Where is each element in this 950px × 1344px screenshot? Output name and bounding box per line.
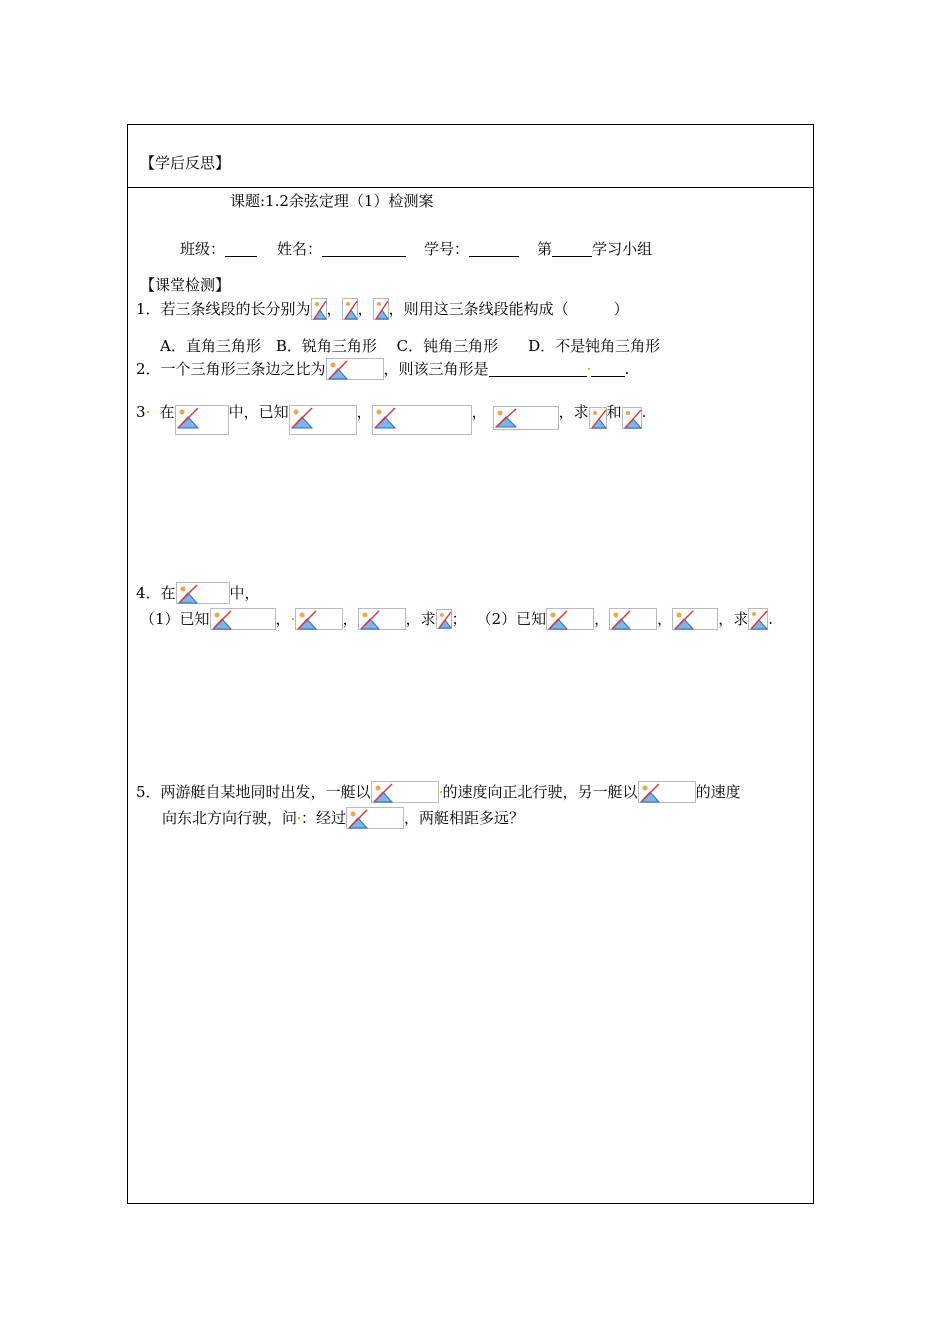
- stray-mark: [292, 618, 294, 620]
- q4-line1-b: 中，: [229, 584, 260, 602]
- broken-image-icon: [609, 608, 657, 630]
- q4-semi: ；: [451, 610, 467, 628]
- broken-image-icon: [346, 807, 404, 829]
- number-label: 学号：: [424, 240, 470, 258]
- broken-image-icon: [175, 405, 229, 435]
- q5-line2-a: 向东北方向行驶，问: [162, 809, 298, 827]
- q2-end: .: [624, 360, 630, 378]
- q1-options: A．直角三角形 B．锐角三角形 C．钝角三角形 D．不是钝角三角形: [160, 337, 661, 355]
- broken-image-icon: [176, 582, 230, 604]
- broken-image-icon: [358, 608, 406, 630]
- class-blank: [225, 242, 257, 257]
- broken-image-icon: [372, 405, 472, 435]
- q5-text-c: 的速度: [695, 783, 741, 801]
- section-header: 【课堂检测】: [140, 276, 231, 294]
- group-suffix: 学习小组: [592, 240, 653, 258]
- broken-image-icon: [622, 407, 642, 429]
- broken-image-icon: [672, 608, 718, 630]
- group-prefix: 第: [537, 240, 553, 258]
- broken-image-icon: [210, 608, 276, 630]
- q1-sep2: ，: [357, 300, 373, 318]
- broken-image-icon: [638, 781, 696, 803]
- broken-image-icon: [342, 298, 358, 320]
- q5-line2-c: ，两艇相距多远？: [404, 809, 525, 827]
- broken-image-icon: [289, 405, 357, 435]
- q3-mid: 中，已知: [228, 403, 289, 421]
- q4-p1: （1）已知: [140, 610, 210, 628]
- question-3: [136, 389, 646, 435]
- q3-and: 和: [606, 403, 622, 421]
- page-title: 课题:1.2余弦定理（1）检测案: [230, 192, 434, 210]
- question-1: [136, 298, 629, 320]
- reflection-header: 【学后反思】: [140, 154, 231, 172]
- q5-line2-b: ：经过: [301, 809, 347, 827]
- stray-mark: [147, 411, 149, 413]
- q5-text-a: 5．两游艇自某地同时出发，一艇以: [136, 783, 371, 801]
- stray-mark: [588, 368, 590, 370]
- broken-image-icon: [493, 406, 559, 430]
- group-blank: [552, 242, 592, 257]
- name-blank: [322, 242, 406, 257]
- broken-image-icon: [371, 781, 439, 803]
- q4-p2: （2）已知: [476, 610, 547, 628]
- q4-c2: ，: [342, 610, 358, 628]
- worksheet-frame: [127, 124, 814, 1204]
- class-label: 班级：: [180, 240, 226, 258]
- q1-text-b: ，则用这三条线段能构成（ ）: [388, 300, 629, 318]
- broken-image-icon: [748, 608, 768, 630]
- question-2: [136, 358, 629, 380]
- question-4-header: [136, 582, 260, 604]
- broken-image-icon: [311, 298, 327, 320]
- q4-c1: ，: [275, 610, 291, 628]
- header-divider: [128, 187, 813, 188]
- q3-end: .: [641, 403, 647, 421]
- q2-answer-blank: [489, 362, 587, 377]
- q4-ask2: ，求: [718, 610, 749, 628]
- q3-num: 3: [136, 403, 146, 421]
- broken-image-icon: [436, 609, 452, 629]
- broken-image-icon: [326, 358, 384, 380]
- q3-comma3: ，求: [558, 403, 589, 421]
- q3-comma2: ，: [471, 403, 487, 421]
- stray-mark: [440, 791, 442, 793]
- q4-end: .: [768, 610, 773, 628]
- q5-text-b: 的速度向正北行驶，另一艇以: [442, 783, 638, 801]
- broken-image-icon: [295, 608, 343, 630]
- broken-image-icon: [546, 608, 594, 630]
- q2-text-a: 2．一个三角形三条边之比为: [136, 360, 326, 378]
- q4-ask1: ，求: [405, 610, 436, 628]
- q4-c3: ，: [594, 610, 610, 628]
- q4-c4: ，: [657, 610, 673, 628]
- q4-line1-a: 4．在: [136, 584, 176, 602]
- q2-answer-blank-tail: [591, 362, 625, 377]
- q1-sep1: ，: [326, 300, 342, 318]
- info-line: [180, 239, 652, 259]
- question-5-line2: [162, 807, 524, 829]
- number-blank: [469, 242, 519, 257]
- q3-in: 在: [159, 403, 175, 421]
- name-label: 姓名：: [277, 240, 323, 258]
- broken-image-icon: [589, 407, 607, 429]
- question-5-line1: [136, 781, 741, 803]
- q3-comma1: ，: [356, 403, 372, 421]
- broken-image-icon: [373, 298, 389, 320]
- q2-text-b: ，则该三角形是: [383, 360, 489, 378]
- question-4-body: [140, 608, 773, 630]
- stray-mark: [298, 817, 300, 819]
- q1-text-a: 1．若三条线段的长分别为: [136, 300, 311, 318]
